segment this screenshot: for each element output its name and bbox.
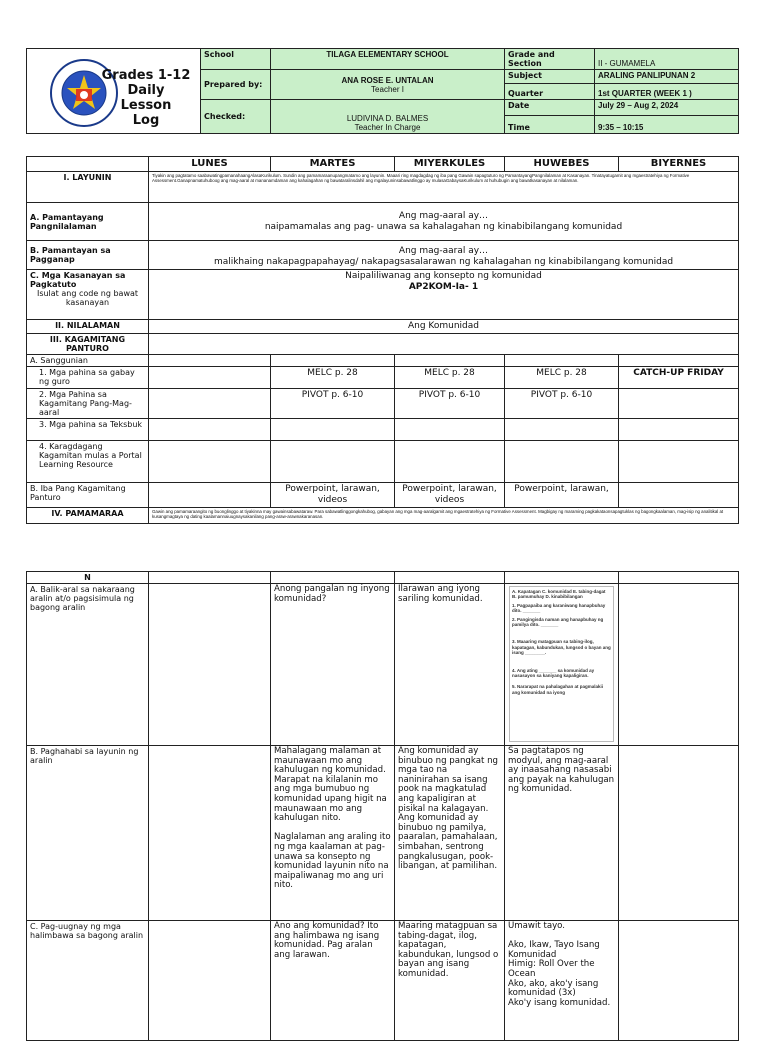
pamantayang-pangnilalaman-label: A. Pamantayang Pangnilalaman (27, 203, 149, 241)
cell-blank (619, 921, 739, 1041)
pamantayan-pagganap-label: B. Pamantayan sa Pagganap (27, 241, 149, 270)
worksheet-item-3: 3. Maaaring matagpuan sa tabing-ilog, kapatagan, kabundukan, lungsod o bayan ang isang ________. (512, 639, 611, 656)
pp-line2: naipamamalas ang pag- unawa sa kahalagahan ng kinabibilangang komunidad (264, 221, 623, 232)
cell-blank (505, 572, 619, 584)
cell-blank (149, 572, 271, 584)
materials-miyerkules: Powerpoint, larawan, videos (395, 483, 505, 508)
lesson-log-table (26, 156, 739, 524)
cell-blank (149, 921, 271, 1041)
checked-label: Checked: (201, 100, 271, 134)
subject-label: Subject (505, 70, 595, 84)
pg-line1: Ang mag-aaral ay… (398, 246, 489, 256)
cell-blank (395, 419, 505, 441)
cell-blank (271, 355, 395, 367)
balik-aral-label: A. Balik-aral sa nakaraang aralin at/o pagsisimula ng bagong aralin (27, 584, 149, 746)
melc-huwebes: MELC p. 28 (505, 367, 619, 389)
balik-aral-huwebes (505, 584, 619, 746)
cell-blank (149, 367, 271, 389)
checked-cell (271, 100, 505, 134)
cell-blank (149, 746, 271, 921)
checked-name: LUDIVINA D. BALMES (346, 114, 429, 123)
cell-blank (395, 441, 505, 483)
balik-aral-martes: Anong pangalan ng inyong komunidad? (271, 584, 395, 746)
pivot-miyerkules: PIVOT p. 6-10 (395, 389, 505, 419)
pamantayan-pagganap-cell (149, 241, 739, 270)
worksheet-item-2: 2. Pangingisda naman ang hanapbuhay ng pamilya dito. _______ (512, 616, 604, 628)
day-header-miyerkules: MIYERKULES (395, 157, 505, 172)
school-label: School (201, 49, 271, 70)
cell-blank (271, 572, 395, 584)
header-title: Grades 1-12 Daily Lesson Log (101, 68, 191, 128)
kasanayan-label-cell (27, 270, 149, 320)
day-header-blank (27, 157, 149, 172)
nilalaman-label: II. NILALAMAN (27, 320, 149, 334)
worksheet-choices: A. Kapatagan C. komunidad E. tabing-dagat B. pamumuhay D. kinabibilangan (512, 589, 606, 600)
time-value: 9:35 – 10:15 (595, 116, 739, 134)
kasanayan-label: C. Mga Kasanayan sa Pagkatuto (30, 271, 126, 289)
paghahabi-martes: Mahalagang malaman at maunawaan mo ang kahulugan ng komunidad. Marapat na kilalanin mo ang mga bumubuo ng komunidad upang higit na maunawaan mo ang kahulugan nito. Naglalaman ang araling ito ng mga kaalaman at pag-unawa sa konsepto ng komunidad layunin nito na maipaliwanag mo ang uri nito. (271, 746, 395, 921)
kasanayan-sub: Isulat ang code ng bawat kasanayan (36, 289, 139, 307)
prepared-label: Prepared by: (201, 70, 271, 100)
pag-uugnay-label: C. Pag-uugnay ng mga halimbawa sa bagong aralin (27, 921, 149, 1041)
gabay-label: 1. Mga pahina sa gabay ng guro (27, 367, 149, 389)
balik-aral-miyerkules: Ilarawan ang iyong sariling komunidad. (395, 584, 505, 746)
pp-line1: Ang mag-aaral ay… (398, 210, 489, 221)
iba-pang-kagamitan-label: B. Iba Pang Kagamitang Panturo (27, 483, 149, 508)
pg-line2: malikhaing nakapagpapahayag/ nakapagsasalarawan ng kahalagahan ng kinabibilangang komunidad (213, 257, 674, 267)
layunin-label: I. LAYUNIN (27, 172, 149, 203)
worksheet-item-5: 5. Nararapat na pahalagahan at pagmalakii ang komunidad na iyong (512, 684, 604, 695)
day-header-lunes: LUNES (149, 157, 271, 172)
materials-martes: Powerpoint, larawan, videos (271, 483, 395, 508)
subject-value: ARALING PANLIPUNAN 2 (595, 70, 739, 84)
school-value: TILAGA ELEMENTARY SCHOOL (271, 49, 505, 70)
grade-label: Grade and Section (505, 49, 595, 70)
prepared-name: ANA ROSE E. UNTALAN (341, 75, 434, 85)
pamantayang-pangnilalaman-cell (149, 203, 739, 241)
pag-uugnay-huwebes: Umawit tayo. Ako, Ikaw, Tayo Isang Komunidad Himig: Roll Over the Ocean Ako, ako, ako'y isang komunidad (3x) Ako'y isang komunidad. (505, 921, 619, 1041)
cell-blank (619, 572, 739, 584)
date-value: July 29 – Aug 2, 2024 (595, 100, 739, 116)
cell-blank (619, 584, 739, 746)
cell-blank (149, 355, 271, 367)
cell-blank (149, 389, 271, 419)
day-header-biyernes: BIYERNES (619, 157, 739, 172)
kasanayan-cell (149, 270, 739, 320)
cell-blank (395, 355, 505, 367)
prepared-cell (271, 70, 505, 100)
worksheet-item-4: 4. Ang ating _______ sa komunidad ay nasasayon sa kaniyang kapaligiran. (512, 667, 595, 679)
grade-value: II - GUMAMELA (595, 49, 739, 70)
cell-blank (395, 572, 505, 584)
cell-blank (149, 584, 271, 746)
cell-blank (619, 483, 739, 508)
kagamitan-blank (149, 334, 739, 355)
cell-blank (271, 419, 395, 441)
prepared-role: Teacher I (371, 84, 404, 94)
pivot-martes: PIVOT p. 6-10 (271, 389, 395, 419)
cell-blank (619, 389, 739, 419)
header-title-cell (27, 49, 201, 134)
time-label: Time (505, 116, 595, 134)
kasanayan-code: AP2KOM-Ia- 1 (408, 282, 479, 292)
cell-blank (149, 483, 271, 508)
quarter-value: 1st QUARTER (WEEK 1 ) (595, 84, 739, 100)
cell-blank (505, 355, 619, 367)
pamamaraan-label: IV. PAMAMARAA (27, 508, 149, 524)
cell-blank (619, 355, 739, 367)
nilalaman-value: Ang Komunidad (149, 320, 739, 334)
cell-blank (505, 441, 619, 483)
pivot-huwebes: PIVOT p. 6-10 (505, 389, 619, 419)
cell-blank (505, 419, 619, 441)
cell-blank (619, 746, 739, 921)
cell-blank (149, 419, 271, 441)
melc-miyerkules: MELC p. 28 (395, 367, 505, 389)
procedure-table (26, 571, 739, 1041)
quarter-label: Quarter (505, 84, 595, 100)
cell-blank (149, 441, 271, 483)
pag-uugnay-martes: Ano ang komunidad? Ito ang halimbawa ng isang komunidad. Pag aralan ang larawan. (271, 921, 395, 1041)
kagamitan-label: III. KAGAMITANG PANTURO (27, 334, 149, 355)
day-header-martes: MARTES (271, 157, 395, 172)
date-label: Date (505, 100, 595, 116)
paghahabi-label: B. Paghahabi sa layunin ng aralin (27, 746, 149, 921)
pamamaraan-text: Gawin ang pamamaraangito ng buonglinggo at tiyakinna may gawainsabawataraw. Para sabawatlinggongkahubog, gabayan ang mga mag-aaralgamit ang mgaestratehiya ng Formative Assessment. Magbigay ng maraming pagkakataonsapagtuklas ng bagongkaalaman, mag-isip ng analitikal at kusangmagtaya ng dating kaalamannaiuugnaysakanilang pang-araw-arawnakaranasan. (149, 508, 739, 524)
layunin-text: Tiyakin ang pagtatamo saabawatingpamanahaangAlasaKurikulum. Sundin ang pamamaraanupangmatamo ang layunin. Maaari ring magdagdag ng iba pang Gawain sapagtuturo ng PamantayangPangnilalaman at Kasanayan. Tinatayatugamit ang mgaestratehiya ng Formative Assessment.Ganapnamatuhuboog ang mag-aaral at mananamdaman ang kahalagahan ng bawataralinsdahil ang mgalayuninsabawatlinggo ay mulasaGabaysaKurikulum at huhubugin ang bawatkasanayan at nilalaman. (149, 172, 739, 203)
worksheet-image (509, 586, 614, 742)
teksbuk-label: 3. Mga pahina sa Teksbuk (27, 419, 149, 441)
paghahabi-miyerkules: Ang komunidad ay binubuo ng pangkat ng mga tao na naninirahan sa isang pook na magkatulad ang kapaligiran at pisikal na kalagayan. Ang komunidad ay binubuo ng pamilya, paaralan, pamahalaan, simbahan, sentrong pangkalusugan, pook-libangan, at pamilihan. (395, 746, 505, 921)
worksheet-item-1: 1. Pagpapaiba ang karaniwang hanapbuhay dito. _______ (512, 602, 606, 614)
melc-martes: MELC p. 28 (271, 367, 395, 389)
cell-blank (271, 441, 395, 483)
pag-uugnay-miyerkules: Maaring matagpuan sa tabing-dagat, ilog, kapatagan, kabundukan, lungsod o bayan ang isang komunidad. (395, 921, 505, 1041)
paghahabi-huwebes: Sa pagtatapos ng modyul, ang mag-aaral ay inaasahang nasasabi ang payak na kahulugan ng komunidad. (505, 746, 619, 921)
karagdagang-label: 4. Karagdagang Kagamitan mulas a Portal Learning Resource (27, 441, 149, 483)
header-table (26, 48, 739, 134)
proc-n-label: N (27, 572, 149, 584)
materials-huwebes: Powerpoint, larawan, (505, 483, 619, 508)
catch-up-friday: CATCH-UP FRIDAY (619, 367, 739, 389)
cell-blank (619, 419, 739, 441)
kasanayan-line1: Naipaliliwanag ang konsepto ng komunidad (345, 271, 542, 281)
sanggunian-label: A. Sanggunian (27, 355, 149, 367)
checked-role: Teacher In Charge (354, 123, 421, 132)
kagamitang-pahina-label: 2. Mga Pahina sa Kagamitang Pang-Mag-aaral (27, 389, 149, 419)
cell-blank (619, 441, 739, 483)
day-header-huwebes: HUWEBES (505, 157, 619, 172)
